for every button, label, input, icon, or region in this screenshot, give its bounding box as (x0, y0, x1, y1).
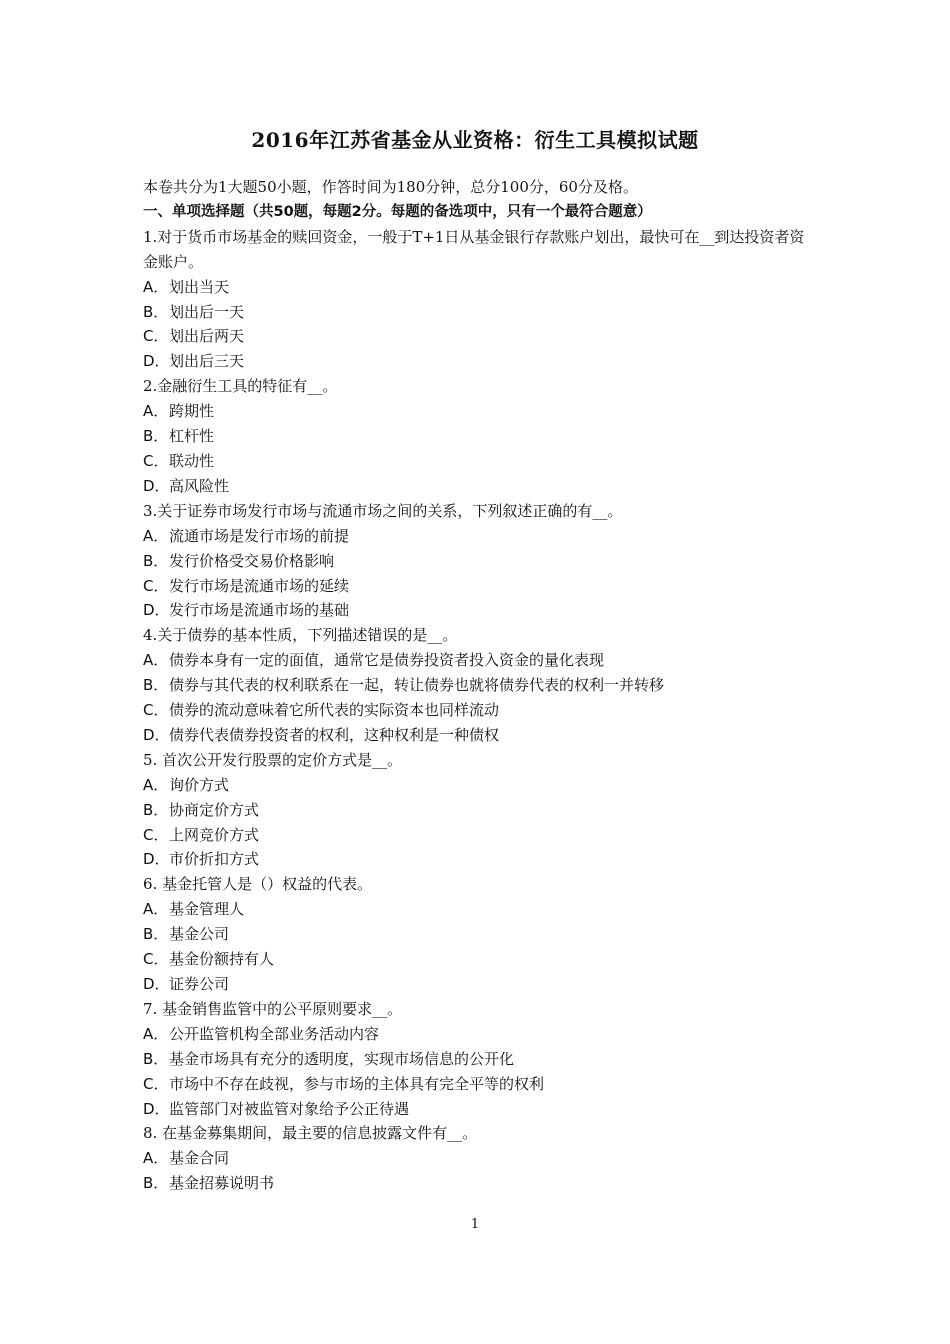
option-b (143, 673, 813, 698)
question-block (143, 997, 813, 1122)
option-c (143, 698, 813, 723)
option-text: 跨期性 (169, 402, 215, 421)
option-text: 发行价格受交易价格影响 (169, 551, 335, 570)
option-text: 询价方式 (169, 775, 230, 794)
option-c (143, 823, 813, 848)
option-text: 基金市场具有充分的透明度，实现市场信息的公开化 (169, 1049, 515, 1068)
question-block (143, 225, 813, 374)
option-text: 杠杆性 (169, 427, 215, 446)
option-letter: A． (143, 277, 169, 296)
option-c (143, 947, 813, 972)
option-c (143, 1072, 813, 1097)
option-b (143, 424, 813, 449)
option-text: 划出后三天 (169, 352, 245, 371)
option-text: 联动性 (169, 451, 215, 470)
question-text: 2.金融衍生工具的特征有__。 (143, 377, 338, 396)
option-text: 基金份额持有人 (169, 950, 275, 969)
option-d (143, 598, 813, 623)
option-text: 协商定价方式 (169, 800, 260, 819)
question-block (143, 872, 813, 997)
option-letter: A． (143, 775, 169, 794)
option-letter: C． (143, 950, 169, 969)
option-letter: B． (143, 676, 169, 695)
option-letter: C． (143, 451, 169, 470)
option-a (143, 1146, 813, 1171)
option-c (143, 574, 813, 599)
option-text: 公开监管机构全部业务活动内容 (169, 1024, 380, 1043)
option-letter: D． (143, 850, 170, 869)
option-letter: D． (143, 975, 170, 993)
question-text: 8. 在基金募集期间，最主要的信息披露文件有__。 (143, 1124, 478, 1143)
option-a (143, 648, 813, 673)
section-heading: 一、单项选择题（共50题，每题2分。每题的备选项中，只有一个最符合题意） (143, 203, 652, 220)
option-c (143, 324, 813, 349)
question-text: 1.对于货币市场基金的赎回资金，一般于T+1日从基金银行存款账户划出，最快可在__到达投资者资金账户。 (143, 227, 805, 271)
option-text: 债券本身有一定的面值，通常它是债券投资者投入资金的量化表现 (169, 651, 605, 670)
question-text: 5. 首次公开发行股票的定价方式是__。 (143, 750, 403, 769)
option-letter: D． (143, 601, 170, 620)
option-a (143, 275, 813, 300)
question-block (143, 499, 813, 624)
option-letter: A． (143, 1149, 169, 1168)
option-a (143, 897, 813, 922)
question-block (143, 1121, 813, 1196)
option-b (143, 300, 813, 325)
option-text: 基金公司 (169, 925, 230, 944)
option-d (143, 474, 813, 499)
option-letter: B． (143, 427, 169, 446)
option-text: 基金合同 (169, 1149, 230, 1168)
question-block (143, 623, 813, 748)
page-number: 1 (470, 1217, 480, 1232)
option-letter: C． (143, 1074, 169, 1093)
option-letter: B． (143, 302, 169, 321)
document-title: 2016年江苏省基金从业资格：衍生工具模拟试题 (251, 128, 699, 152)
option-d (143, 972, 813, 997)
option-text: 划出当天 (169, 277, 230, 296)
option-text: 基金招募说明书 (169, 1174, 275, 1193)
option-text: 流通市场是发行市场的前提 (169, 526, 350, 545)
option-text: 基金管理人 (169, 900, 245, 919)
option-d (143, 1097, 813, 1122)
option-b (143, 798, 813, 823)
option-text: 高风险性 (169, 476, 230, 495)
exam-intro: 本卷共分为1大题50小题，作答时间为180分钟，总分100分，60分及格。 (143, 178, 638, 196)
option-b (143, 549, 813, 574)
option-letter: C． (143, 576, 169, 595)
option-text: 债券代表债券投资者的权利，这种权利是一种债权 (169, 725, 500, 744)
option-text: 划出后一天 (169, 302, 245, 321)
option-text: 划出后两天 (169, 327, 245, 346)
option-text: 债券与其代表的权利联系在一起，转让债券也就将债券代表的权利一并转移 (169, 676, 665, 695)
option-d (143, 847, 813, 872)
option-b (143, 922, 813, 947)
option-a (143, 524, 813, 549)
option-a (143, 773, 813, 798)
option-b (143, 1171, 813, 1196)
option-text: 市价折扣方式 (169, 850, 260, 869)
question-text: 4.关于债券的基本性质，下列描述错误的是__。 (143, 626, 458, 645)
option-letter: B． (143, 1049, 169, 1068)
option-letter: C． (143, 327, 169, 346)
option-text: 发行市场是流通市场的基础 (169, 601, 350, 620)
option-letter: C． (143, 825, 169, 844)
option-letter: A． (143, 1024, 169, 1043)
option-d (143, 723, 813, 748)
option-a (143, 1022, 813, 1047)
option-text: 证券公司 (169, 975, 230, 993)
option-text: 监管部门对被监管对象给予公正待遇 (169, 1099, 410, 1118)
option-letter: A． (143, 402, 169, 421)
question-text: 6. 基金托管人是（）权益的代表。 (143, 875, 373, 894)
option-text: 债券的流动意味着它所代表的实际资本也同样流动 (169, 701, 500, 720)
question-text: 7. 基金销售监管中的公平原则要求__。 (143, 999, 403, 1018)
question-block (143, 748, 813, 873)
option-c (143, 449, 813, 474)
option-text: 上网竞价方式 (169, 825, 260, 844)
question-text: 3.关于证券市场发行市场与流通市场之间的关系，下列叙述正确的有__。 (143, 501, 623, 520)
option-letter: B． (143, 925, 169, 944)
option-letter: A． (143, 900, 169, 919)
question-block (143, 374, 813, 499)
option-b (143, 1047, 813, 1072)
option-letter: D． (143, 352, 170, 371)
option-a (143, 399, 813, 424)
option-letter: C． (143, 701, 169, 720)
option-letter: B． (143, 800, 169, 819)
document-content (143, 175, 813, 1196)
option-text: 市场中不存在歧视，参与市场的主体具有完全平等的权利 (169, 1074, 545, 1093)
option-letter: A． (143, 651, 169, 670)
option-d (143, 349, 813, 374)
option-letter: D． (143, 476, 170, 495)
option-letter: B． (143, 1174, 169, 1193)
option-letter: D． (143, 725, 170, 744)
option-letter: D． (143, 1099, 170, 1118)
option-text: 发行市场是流通市场的延续 (169, 576, 350, 595)
option-letter: A． (143, 526, 169, 545)
option-letter: B． (143, 551, 169, 570)
